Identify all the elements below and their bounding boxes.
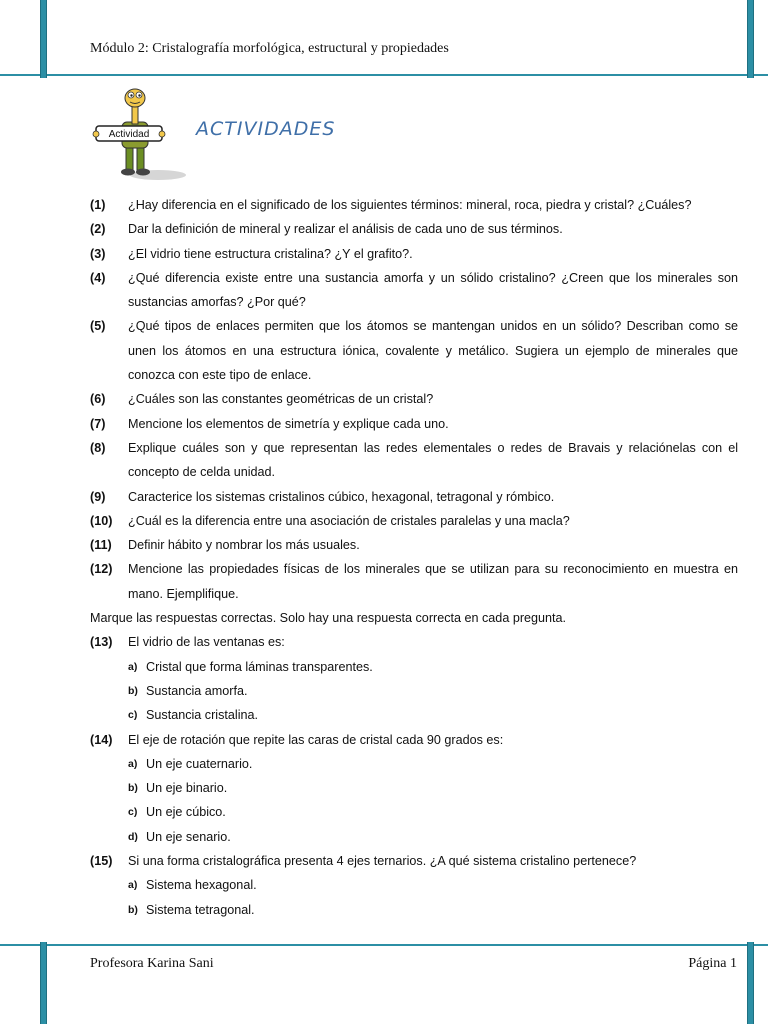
question-text: El eje de rotación que repite las caras de cristal cada 90 grados es: bbox=[128, 732, 504, 747]
question-item bbox=[90, 387, 738, 411]
option-text: Cristal que forma láminas transparentes. bbox=[146, 659, 373, 674]
question-text: ¿Qué tipos de enlaces permiten que los átomos se mantengan unidos en un sólido? Describan como se unen los átomos en una estructura iónica, covalente y metálico. Sugiera un ejemplo de minerales que conozca con este tipo de enlace. bbox=[128, 319, 738, 383]
question-number: (13) bbox=[90, 635, 113, 650]
option-text: Sistema tetragonal. bbox=[146, 902, 255, 917]
footer-left-bar bbox=[40, 942, 47, 1024]
question-text: ¿Hay diferencia en el significado de los siguientes términos: mineral, roca, piedra y cristal? ¿Cuáles? bbox=[128, 198, 692, 212]
option-letter: a) bbox=[128, 757, 138, 770]
option-text: Sistema hexagonal. bbox=[146, 878, 257, 893]
question-number: (15) bbox=[90, 854, 113, 869]
question-number: (12) bbox=[90, 562, 113, 577]
answer-option bbox=[90, 825, 738, 849]
question-text: Explique cuáles son y que representan las redes elementales o redes de Bravais y relaciónelas con el concepto de celda unidad. bbox=[128, 440, 738, 480]
question-item bbox=[90, 217, 738, 241]
mc-question-item bbox=[90, 728, 738, 752]
option-letter: b) bbox=[128, 684, 138, 697]
header-left-bar bbox=[40, 0, 47, 78]
question-item bbox=[90, 436, 738, 485]
question-item bbox=[90, 242, 738, 266]
answer-option bbox=[90, 898, 738, 922]
header-title: Módulo 2: Cristalografía morfológica, estructural y propiedades bbox=[90, 41, 449, 56]
question-text: Caracterice los sistemas cristalinos cúbico, hexagonal, tetragonal y rómbico. bbox=[128, 489, 555, 504]
footer-right-bar bbox=[747, 942, 754, 1024]
question-item bbox=[90, 193, 738, 217]
question-number: (14) bbox=[90, 732, 113, 747]
question-text: ¿Qué diferencia existe entre una sustancia amorfa y un sólido cristalino? ¿Creen que los minerales son sustancias amorfas? ¿Por qué? bbox=[128, 270, 738, 310]
header-right-bar bbox=[747, 0, 754, 78]
question-number: (5) bbox=[90, 319, 106, 334]
question-text: Si una forma cristalográfica presenta 4 ejes ternarios. ¿A qué sistema cristalino pertenece? bbox=[128, 854, 637, 869]
question-item bbox=[90, 485, 738, 509]
answer-option bbox=[90, 776, 738, 800]
question-text: ¿El vidrio tiene estructura cristalina? ¿Y el grafito?. bbox=[128, 246, 413, 261]
question-number: (10) bbox=[90, 513, 113, 528]
answer-option bbox=[90, 752, 738, 776]
option-text: Un eje cuaternario. bbox=[146, 756, 253, 771]
option-letter: a) bbox=[128, 660, 138, 673]
activity-mascot-icon bbox=[88, 84, 188, 184]
question-number: (4) bbox=[90, 270, 106, 285]
section-title: ACTIVIDADES bbox=[196, 118, 336, 140]
question-item bbox=[90, 314, 738, 387]
mascot-sign-text: Actividad bbox=[108, 129, 150, 140]
question-text: Mencione los elementos de simetría y explique cada uno. bbox=[128, 416, 449, 431]
instruction-text: Marque las respuestas correctas. Solo hay una respuesta correcta en cada pregunta. bbox=[90, 611, 567, 626]
question-number: (8) bbox=[90, 440, 106, 455]
question-number: (3) bbox=[90, 246, 106, 261]
mc-question-item bbox=[90, 630, 738, 654]
option-text: Un eje cúbico. bbox=[146, 805, 226, 820]
question-text: Mencione las propiedades físicas de los minerales que se utilizan para su reconocimiento en muestra en mano. Ejemplifique. bbox=[128, 562, 738, 601]
question-item bbox=[90, 533, 738, 557]
option-text: Sustancia cristalina. bbox=[146, 708, 258, 723]
answer-option bbox=[90, 800, 738, 824]
question-item bbox=[90, 412, 738, 436]
option-letter: d) bbox=[128, 830, 138, 843]
question-text: Dar la definición de mineral y realizar el análisis de cada uno de sus términos. bbox=[128, 222, 563, 237]
option-letter: b) bbox=[128, 782, 138, 795]
question-number: (7) bbox=[90, 416, 106, 431]
question-item bbox=[90, 509, 738, 533]
question-number: (2) bbox=[90, 222, 106, 237]
question-text: ¿Cuáles son las constantes geométricas de un cristal? bbox=[128, 392, 434, 407]
question-number: (9) bbox=[90, 489, 106, 504]
question-list bbox=[90, 193, 738, 922]
question-text: ¿Cuál es la diferencia entre una asociación de cristales paralelas y una macla? bbox=[128, 513, 570, 528]
question-item bbox=[90, 557, 738, 606]
option-text: Un eje binario. bbox=[146, 781, 228, 796]
question-text: Definir hábito y nombrar los más usuales. bbox=[128, 538, 360, 553]
question-number: (1) bbox=[90, 198, 106, 212]
answer-option bbox=[90, 873, 738, 897]
header-rule bbox=[0, 74, 768, 76]
question-number: (11) bbox=[90, 538, 112, 553]
footer-author: Profesora Karina Sani bbox=[90, 956, 214, 971]
footer-rule bbox=[0, 944, 768, 946]
answer-option bbox=[90, 703, 738, 727]
answer-option bbox=[90, 655, 738, 679]
question-item bbox=[90, 266, 738, 315]
option-letter: b) bbox=[128, 903, 138, 916]
answer-option bbox=[90, 679, 738, 703]
option-letter: c) bbox=[128, 709, 138, 722]
option-text: Un eje senario. bbox=[146, 829, 231, 844]
question-number: (6) bbox=[90, 392, 106, 407]
option-letter: c) bbox=[128, 806, 138, 819]
footer-page-number: Página 1 bbox=[688, 956, 737, 971]
option-text: Sustancia amorfa. bbox=[146, 683, 248, 698]
option-letter: a) bbox=[128, 879, 138, 892]
mc-question-item bbox=[90, 849, 738, 873]
question-text: El vidrio de las ventanas es: bbox=[128, 635, 285, 650]
